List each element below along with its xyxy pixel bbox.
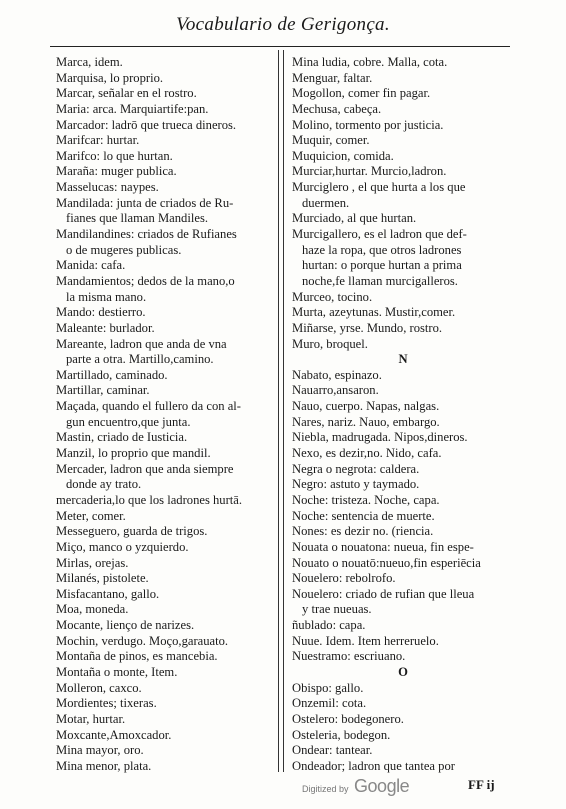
glossary-entry-line: Miñarse, yrse. Mundo, rostro.	[292, 320, 443, 335]
section-letter-heading: N	[398, 352, 408, 367]
glossary-entry-line: Nouata o nouatona: nueua, fin espe-	[292, 539, 474, 554]
glossary-entry-line: Murciado, al que hurtan.	[292, 211, 417, 226]
glossary-entry-line: Maraña: muger publica.	[56, 164, 177, 179]
glossary-entry-line: Murcigallero, es el ladron que def-	[292, 227, 467, 242]
glossary-entry-line: Misfacantano, gallo.	[56, 586, 160, 601]
glossary-entry-line: noche,fe llaman murcigalleros.	[302, 273, 458, 288]
glossary-entry-line: Masselucas: naypes.	[56, 180, 159, 195]
glossary-entry-line: Noche: sentencia de muerte.	[292, 508, 435, 523]
glossary-entry-line: fianes que llaman Mandiles.	[66, 211, 208, 226]
glossary-entry-line: Nuestramo: escriuano.	[292, 649, 406, 664]
page-title: Vocabulario de Gerigonça.	[176, 14, 390, 35]
glossary-entry-line: Murceo, tocino.	[292, 289, 373, 304]
page-signature: FF ij	[468, 777, 495, 792]
digitized-watermark	[302, 776, 409, 797]
glossary-entry-line: Noche: tristeza. Noche, capa.	[292, 492, 440, 507]
glossary-entry-line: Onzemil: cota.	[292, 696, 367, 711]
glossary-entry-line: Niebla, madrugada. Nipos,dineros.	[292, 430, 468, 445]
glossary-entry-line: Mina ludia, cobre. Malla, cota.	[292, 55, 448, 69]
glossary-entry-line: Martillar, caminar.	[56, 383, 150, 398]
glossary-entry-line: Mirlas, orejas.	[56, 555, 129, 570]
glossary-entry-line: Montaña o monte, Item.	[56, 664, 178, 679]
glossary-entry-line: Montaña de pinos, es mancebia.	[56, 649, 218, 664]
glossary-entry-line: Nuue. Idem. Item herreruelo.	[292, 633, 439, 648]
column-divider	[278, 50, 284, 772]
glossary-entry-line: Obispo: gallo.	[292, 680, 364, 695]
glossary-entry-line: Nauo, cuerpo. Napas, nalgas.	[292, 399, 440, 414]
glossary-entry-line: Moxcante,Amoxcador.	[56, 727, 172, 742]
right-column	[292, 55, 514, 774]
glossary-entry-line: duermen.	[302, 195, 350, 210]
glossary-entry-line: Marcador: ladrō que trueca dineros.	[56, 117, 237, 132]
glossary-entry-line: parte a otra. Martillo,camino.	[66, 352, 214, 367]
glossary-entry-line: Molleron, caxco.	[56, 680, 142, 695]
glossary-entry-line: Molino, tormento por justicia.	[292, 117, 444, 132]
glossary-entry-line: Nouato o nouatō:nueuo,fin esperiēcia	[292, 555, 481, 570]
glossary-entry-line: Nares, nariz. Nauo, embargo.	[292, 414, 440, 429]
glossary-entry-line: Mandamientos; dedos de la mano,o	[56, 273, 235, 288]
glossary-entry-line: la misma mano.	[66, 289, 147, 304]
glossary-entry-line: Murciar,hurtar. Murcio,ladron.	[292, 164, 447, 179]
glossary-entry-line: y trae nueuas.	[302, 602, 372, 617]
glossary-entry-line: hurtan: o porque hurtan a prima	[302, 258, 462, 273]
digitized-brand: Google	[354, 776, 410, 796]
glossary-entry-line: Mogollon, comer fin pagar.	[292, 86, 431, 101]
glossary-entry-line: Milanés, pistolete.	[56, 571, 149, 586]
glossary-entry-line: ñublado: capa.	[292, 618, 366, 633]
glossary-entry-line: Marifcar: hurtar.	[56, 133, 140, 148]
glossary-entry-line: Manzil, lo proprio que mandil.	[56, 446, 211, 461]
section-letter-heading: O	[398, 664, 408, 679]
glossary-entry-line: Moa, moneda.	[56, 602, 129, 617]
glossary-entry-line: Nouelero: criado de rufian que lleua	[292, 586, 475, 601]
glossary-entry-line: Marca, idem.	[56, 55, 123, 69]
glossary-entry-line: Mechusa, cabeça.	[292, 101, 382, 116]
left-column	[56, 55, 270, 774]
header-rule	[50, 46, 510, 47]
glossary-entry-line: Marcar, señalar en el rostro.	[56, 86, 197, 101]
glossary-entry-line: Ondear: tantear.	[292, 743, 373, 758]
glossary-entry-line: mercaderia,lo que los ladrones hurtā.	[56, 492, 243, 507]
digitized-prefix: Digitized by	[302, 784, 349, 794]
glossary-entry-line: Meter, comer.	[56, 508, 126, 523]
glossary-entry-line: gun encuentro,que junta.	[66, 414, 191, 429]
glossary-entry-line: Messeguero, guarda de trigos.	[56, 524, 208, 539]
glossary-entry-line: Nabato, espinazo.	[292, 367, 382, 382]
glossary-entry-line: Muquir, comer.	[292, 133, 370, 148]
glossary-entry-line: Murta, azeytunas. Mustir,comer.	[292, 305, 456, 320]
glossary-entry-line: Muquicion, comida.	[292, 148, 394, 163]
glossary-entry-line: donde ay trato.	[66, 477, 142, 492]
glossary-entry-line: Murciglero , el que hurta a los que	[292, 180, 466, 195]
glossary-entry-line: Nouelero: rebolrofo.	[292, 571, 396, 586]
glossary-entry-line: Maria: arca. Marquiartife:pan.	[56, 101, 209, 116]
glossary-entry-line: Manida: cafa.	[56, 258, 126, 273]
glossary-entry-line: Mandilada: junta de criados de Ru-	[56, 195, 234, 210]
glossary-entry-line: Negro: astuto y taymado.	[292, 477, 420, 492]
glossary-entry-line: Nauarro,ansaron.	[292, 383, 379, 398]
glossary-entry-line: Miço, manco o yzquierdo.	[56, 539, 189, 554]
glossary-entry-line: Muro, broquel.	[292, 336, 368, 351]
glossary-entry-line: Maçada, quando el fullero da con al-	[56, 399, 241, 414]
glossary-entry-line: Mochin, verdugo. Moço,garauato.	[56, 633, 229, 648]
glossary-entry-line: Mercader, ladron que anda siempre	[56, 461, 234, 476]
glossary-entry-line: Mandilandines: criados de Rufianes	[56, 227, 237, 242]
glossary-entry-line: Mocante, lienço de narizes.	[56, 618, 195, 633]
glossary-entry-line: Menguar, faltar.	[292, 70, 373, 85]
glossary-entry-line: Mordientes; tixeras.	[56, 696, 157, 711]
glossary-entry-line: Nones: es dezir no. (riencia.	[292, 524, 434, 539]
glossary-entry-line: Martillado, caminado.	[56, 367, 168, 382]
glossary-entry-line: Nexo, es dezir,no. Nido, cafa.	[292, 446, 442, 461]
glossary-entry-line: Motar, hurtar.	[56, 711, 126, 726]
glossary-entry-line: Negra o negrota: caldera.	[292, 461, 420, 476]
glossary-entry-line: Marifco: lo que hurtan.	[56, 148, 173, 163]
glossary-entry-line: Mina mayor, oro.	[56, 743, 144, 758]
glossary-entry-line: Mando: destierro.	[56, 305, 146, 320]
glossary-entry-line: haze la ropa, que otros ladrones	[302, 242, 462, 257]
glossary-entry-line: Marquisa, lo proprio.	[56, 70, 164, 85]
glossary-entry-line: o de mugeres publicas.	[66, 242, 182, 257]
glossary-entry-line: Ostelero: bodegonero.	[292, 711, 404, 726]
glossary-entry-line: Mastin, criado de Iusticia.	[56, 430, 188, 445]
glossary-entry-line: Mareante, ladron que anda de vna	[56, 336, 227, 351]
glossary-entry-line: Ondeador; ladron que tantea por	[292, 758, 455, 773]
glossary-entry-line: Mina menor, plata.	[56, 758, 152, 773]
glossary-entry-line: Maleante: burlador.	[56, 320, 155, 335]
glossary-entry-line: Osteleria, bodegon.	[292, 727, 391, 742]
